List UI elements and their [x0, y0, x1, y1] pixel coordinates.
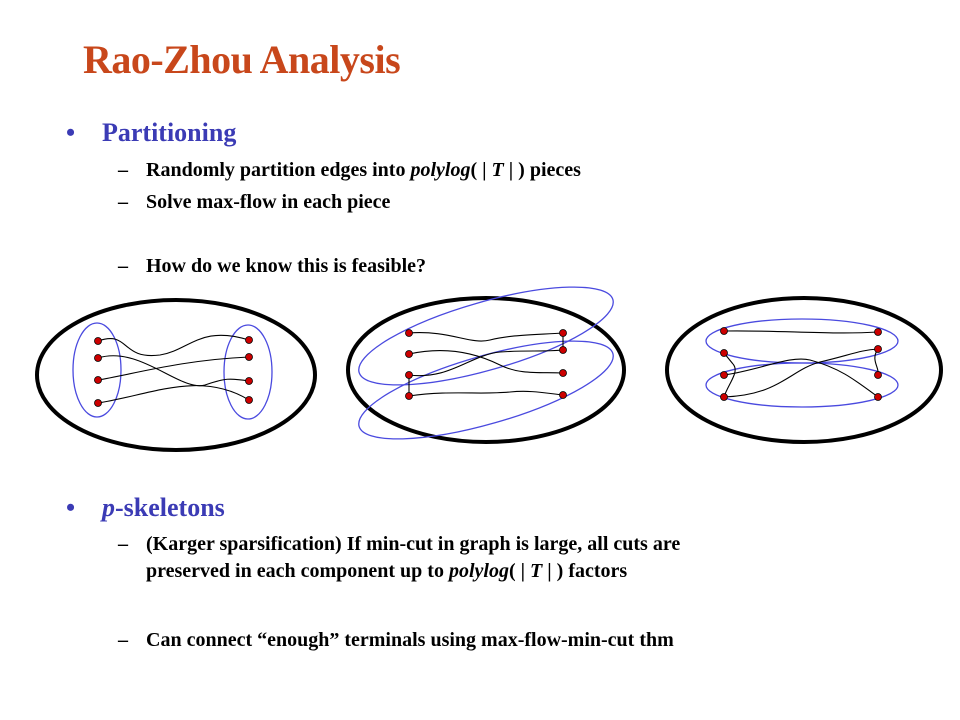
heading-p-skeletons: p-skeletons — [102, 493, 225, 522]
sub-item-text: Randomly partition edges into polylog( | T | ) pieces — [146, 159, 581, 181]
heading-partitioning: Partitioning — [102, 118, 237, 147]
terminal-group-top — [706, 319, 898, 363]
bullet-icon: • — [66, 118, 76, 147]
sub-item-text: (Karger sparsification) If min-cut in graph is large, all cuts are preserved in each component up to polylog( | T | ) factors — [146, 533, 681, 582]
graph-outline — [348, 298, 624, 442]
diagram-right-partition — [667, 298, 941, 442]
dash-icon: – — [118, 533, 128, 555]
terminal-group-lower — [350, 321, 623, 459]
dash-icon: – — [118, 255, 128, 277]
dash-icon: – — [118, 159, 128, 181]
graph-outline — [37, 300, 315, 450]
diagram-left-partition — [37, 300, 315, 450]
dash-icon: – — [118, 629, 128, 651]
sub-item-text: Can connect “enough” terminals using max-flow-min-cut thm — [146, 629, 674, 651]
terminal-nodes — [406, 330, 567, 400]
slide-title: Rao-Zhou Analysis — [83, 37, 401, 82]
bullet-icon: • — [66, 493, 76, 522]
edge-set — [724, 331, 878, 397]
edge-set — [409, 333, 563, 396]
terminal-nodes — [721, 328, 882, 401]
terminal-group-upper — [350, 267, 623, 405]
sub-item-text: How do we know this is feasible? — [146, 255, 427, 277]
sub-item-text: Solve max-flow in each piece — [146, 191, 391, 213]
diagram-middle-partition — [348, 267, 624, 459]
dash-icon: – — [118, 191, 128, 213]
